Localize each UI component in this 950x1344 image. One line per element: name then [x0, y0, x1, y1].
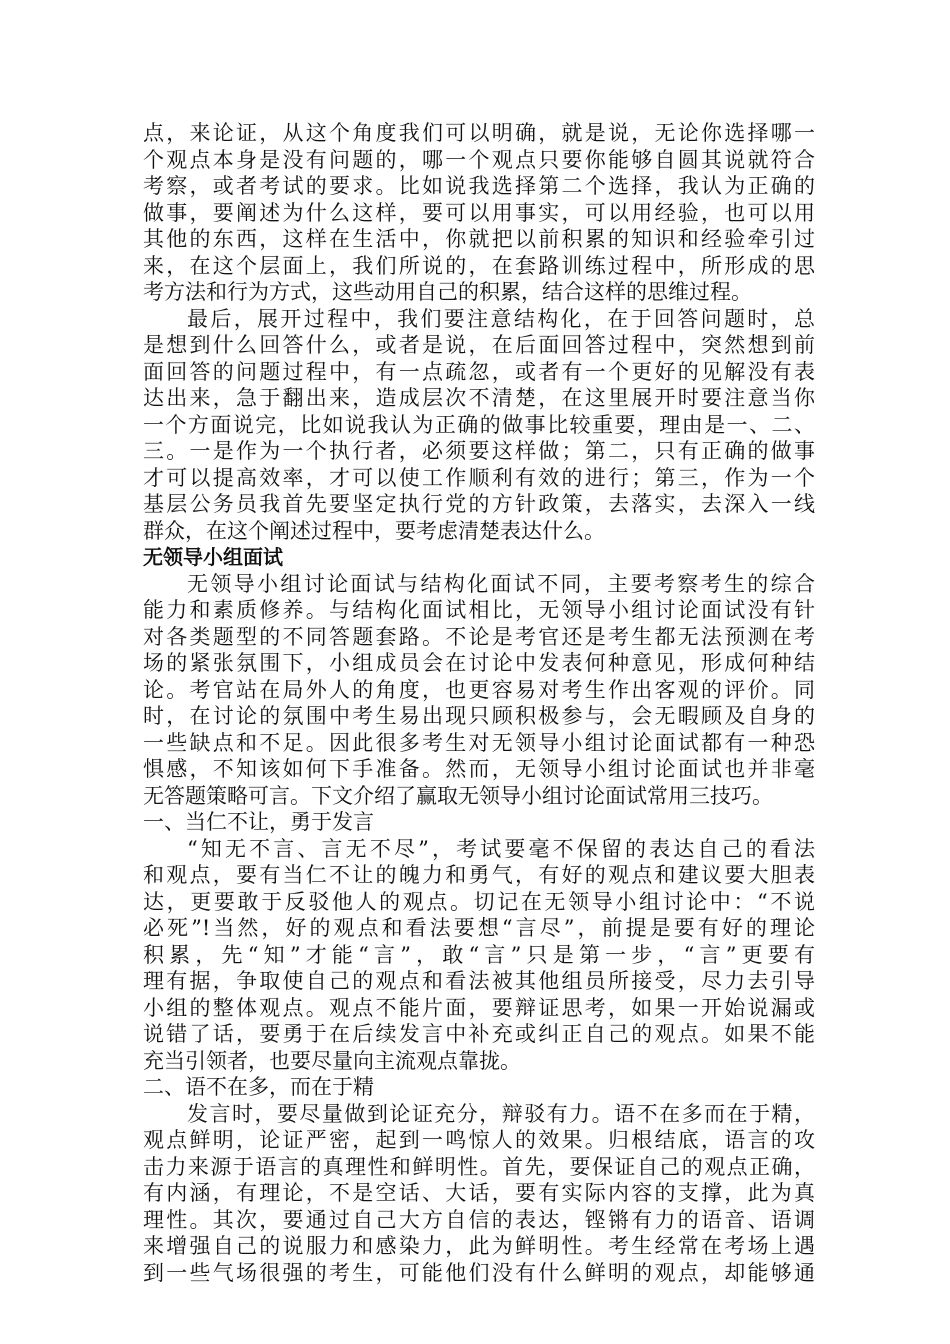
text-line: 充当引领者，也要尽量向主流观点靠拢。	[143, 1048, 521, 1073]
sub-heading: 一、当仁不让，勇于发言	[143, 810, 374, 834]
paragraph	[143, 571, 815, 810]
text-line: 击力来源于语言的真理性和鲜明性。首先，要保证自己的观点正确，	[143, 1154, 815, 1179]
text-line: 有内涵，有理论，不是空话、大话，要有实际内容的支撑，此为真	[143, 1181, 815, 1205]
text-line: 面回答的问题过程中，有一点疏忽，或者有一个更好的见解没有表	[143, 359, 815, 384]
text-line: 小组的整体观点。观点不能片面，要辩证思考，如果一开始说漏或	[143, 995, 815, 1020]
text-line: 时，在讨论的氛围中考生易出现只顾积极参与，会无暇顾及自身的	[143, 704, 815, 728]
text-line: 发言时，要尽量做到论证充分，辩驳有力。语不在多而在于精，	[187, 1101, 815, 1126]
text-line: 必死”!当然，好的观点和看法要想“言尽”，前提是要有好的理论	[143, 916, 815, 940]
paragraph	[143, 1101, 815, 1287]
text-line: 一些缺点和不足。因此很多考生对无领导小组讨论面试都有一种恐	[143, 730, 815, 755]
paragraph	[143, 120, 815, 306]
text-line: 达，更要敢于反驳他人的观点。切记在无领导小组讨论中：“不说	[143, 889, 815, 914]
text-line: 其他的东西，这样在生活中，你就把以前积累的知识和经验牵引过	[143, 227, 815, 251]
text-line: 一个方面说完，比如说我认为正确的做事比较重要，理由是一、二、	[143, 412, 815, 437]
sub-heading: 二、语不在多，而在于精	[143, 1075, 374, 1099]
text-line: 能力和素质修养。与结构化面试相比，无领导小组讨论面试没有针	[143, 598, 815, 622]
text-line: 来增强自己的说服力和感染力，此为鲜明性。考生经常在考场上遇	[143, 1234, 815, 1258]
text-line: 群众，在这个阐述过程中，要考虑清楚表达什么。	[143, 518, 605, 543]
text-line: 才可以提高效率，才可以使工作顺利有效的进行；第三，作为一个	[143, 465, 815, 490]
text-line: 达出来，急于翻出来，造成层次不清楚，在这里展开时要注意当你	[143, 386, 815, 410]
text-line: 点，来论证，从这个角度我们可以明确，就是说，无论你选择哪一	[143, 121, 815, 145]
text-line: 考察，或者考试的要求。比如说我选择第二个选择，我认为正确的	[143, 174, 815, 198]
text-line: 场的紧张氛围下，小组成员会在讨论中发表何种意见，形成何种结	[143, 651, 815, 675]
text-line: 到一些气场很强的考生，可能他们没有什么鲜明的观点，却能够通	[143, 1260, 815, 1285]
text-line: 考方法和行为方式，这些动用自己的积累，结合这样的思维过程。	[143, 280, 752, 304]
text-line: 观点鲜明，论证严密，起到一鸣惊人的效果。归根结底，语言的攻	[143, 1128, 815, 1152]
text-line: 积累，先“知”才能“言”，敢“言”只是第一步，“言”更要有	[143, 942, 815, 967]
text-line: 来，在这个层面上，我们所说的，在套路训练过程中，所形成的思	[143, 253, 815, 278]
text-line: 三。一是作为一个执行者，必须要这样做；第二，只有正确的做事	[143, 439, 815, 463]
text-line: 论。考官站在局外人的角度，也更容易对考生作出客观的评价。同	[143, 677, 815, 702]
text-line: 做事，要阐述为什么这样，要可以用事实，可以用经验，也可以用	[143, 200, 815, 225]
text-line: 理性。其次，要通过自己大方自信的表达，铿锵有力的语音、语调	[143, 1207, 815, 1232]
section-heading: 无领导小组面试	[143, 545, 283, 569]
text-line: 无领导小组讨论面试与结构化面试不同，主要考察考生的综合	[187, 571, 815, 596]
paragraph	[143, 836, 815, 1075]
text-line: 和观点，要有当仁不让的魄力和勇气，有好的观点和建议要大胆表	[143, 863, 815, 887]
text-line: 说错了话，要勇于在后续发言中补充或纠正自己的观点。如果不能	[143, 1022, 815, 1046]
text-line: 无答题策略可言。下文介绍了赢取无领导小组讨论面试常用三技巧。	[143, 783, 773, 808]
text-line: “知无不言、言无不尽”，考试要毫不保留的表达自己的看法	[187, 836, 815, 861]
text-line: 个观点本身是没有问题的，哪一个观点只要你能够自圆其说就符合	[143, 147, 815, 172]
text-line: 基层公务员我首先要坚定执行党的方针政策，去落实，去深入一线	[143, 492, 815, 516]
document-body	[143, 120, 815, 1286]
paragraph	[143, 306, 815, 545]
text-line: 理有据，争取使自己的观点和看法被其他组员所接受，尽力去引导	[143, 969, 815, 993]
text-line: 对各类题型的不同答题套路。不论是考官还是考生都无法预测在考	[143, 624, 815, 649]
text-line: 最后，展开过程中，我们要注意结构化，在于回答问题时，总	[187, 306, 815, 331]
text-line: 是想到什么回答什么，或者是说，在后面回答过程中，突然想到前	[143, 333, 815, 357]
text-line: 惧感，不知该如何下手准备。然而，无领导小组讨论面试也并非毫	[143, 757, 815, 781]
